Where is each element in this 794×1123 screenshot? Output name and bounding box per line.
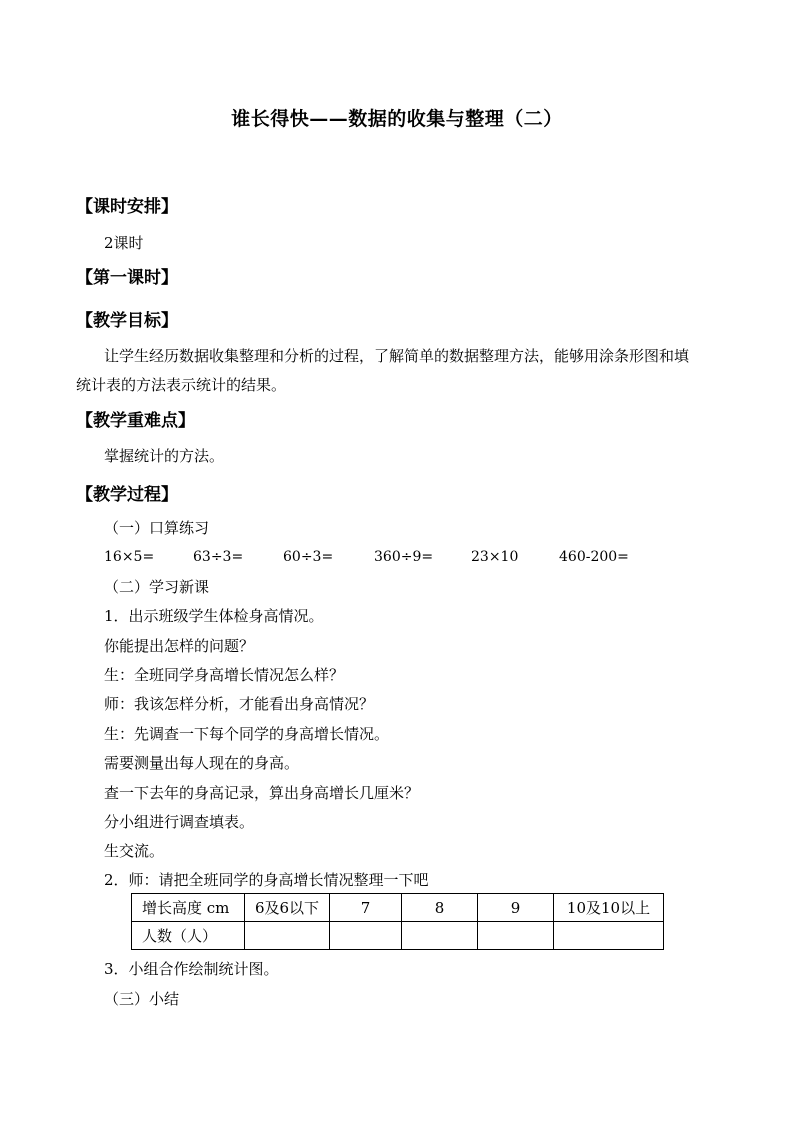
calc-item: 460-200= — [559, 549, 629, 565]
process-line: 生交流。 — [104, 842, 165, 860]
table-cell — [402, 922, 478, 950]
document-title: 谁长得快——数据的收集与整理（二） — [231, 108, 563, 130]
schedule-text: 2课时 — [104, 234, 144, 252]
process-line: 1．出示班级学生体检身高情况。 — [104, 607, 324, 625]
calc-item: 60÷3= — [283, 549, 334, 565]
table-cell — [554, 922, 664, 950]
keypoints-heading: 【教学重难点】 — [76, 411, 195, 431]
table-header-cell: 7 — [330, 894, 402, 922]
table-cell — [330, 922, 402, 950]
calc-item: 63÷3= — [193, 549, 244, 565]
height-growth-table — [131, 893, 664, 950]
step2-text: 2．师：请把全班同学的身高增长情况整理一下吧 — [104, 871, 429, 889]
process-line: 你能提出怎样的问题？ — [104, 637, 255, 655]
keypoints-text: 掌握统计的方法。 — [104, 447, 225, 465]
process-line: 查一下去年的身高记录，算出身高增长几厘米？ — [104, 784, 420, 802]
calc-item: 360÷9= — [374, 549, 434, 565]
table-cell — [478, 922, 554, 950]
goals-heading: 【教学目标】 — [76, 311, 178, 331]
part2-label: （二）学习新课 — [104, 578, 210, 596]
table-cell — [245, 922, 330, 950]
part3-label: （三）小结 — [104, 990, 180, 1008]
schedule-heading: 【课时安排】 — [76, 197, 178, 217]
table-header-cell: 10及10以上 — [554, 894, 664, 922]
table-header-row — [132, 894, 664, 922]
part1-label: （一）口算练习 — [104, 519, 210, 537]
table-header-cell: 8 — [402, 894, 478, 922]
table-header-cell: 9 — [478, 894, 554, 922]
lesson1-heading: 【第一课时】 — [76, 268, 178, 288]
process-line: 生：全班同学身高增长情况怎么样？ — [104, 666, 345, 684]
table-row — [132, 922, 664, 950]
process-line: 需要测量出每人现在的身高。 — [104, 754, 300, 772]
process-line: 生：先调查一下每个同学的身高增长情况。 — [104, 725, 390, 743]
table-row-label: 人数（人） — [132, 922, 245, 950]
process-line: 分小组进行调查填表。 — [104, 813, 255, 831]
table-header-cell: 6及6以下 — [245, 894, 330, 922]
process-heading: 【教学过程】 — [76, 485, 178, 505]
calc-item: 16×5= — [104, 549, 155, 565]
step3-text: 3．小组合作绘制统计图。 — [104, 960, 279, 978]
goals-text-line2: 统计表的方法表示统计的结果。 — [76, 376, 287, 394]
table-header-cell: 增长高度 cm — [132, 894, 245, 922]
process-line: 师：我该怎样分析，才能看出身高情况？ — [104, 695, 375, 713]
calc-item: 23×10 — [471, 549, 519, 565]
goals-text-line1: 让学生经历数据收集整理和分析的过程，了解简单的数据整理方法，能够用涂条形图和填 — [104, 347, 690, 365]
